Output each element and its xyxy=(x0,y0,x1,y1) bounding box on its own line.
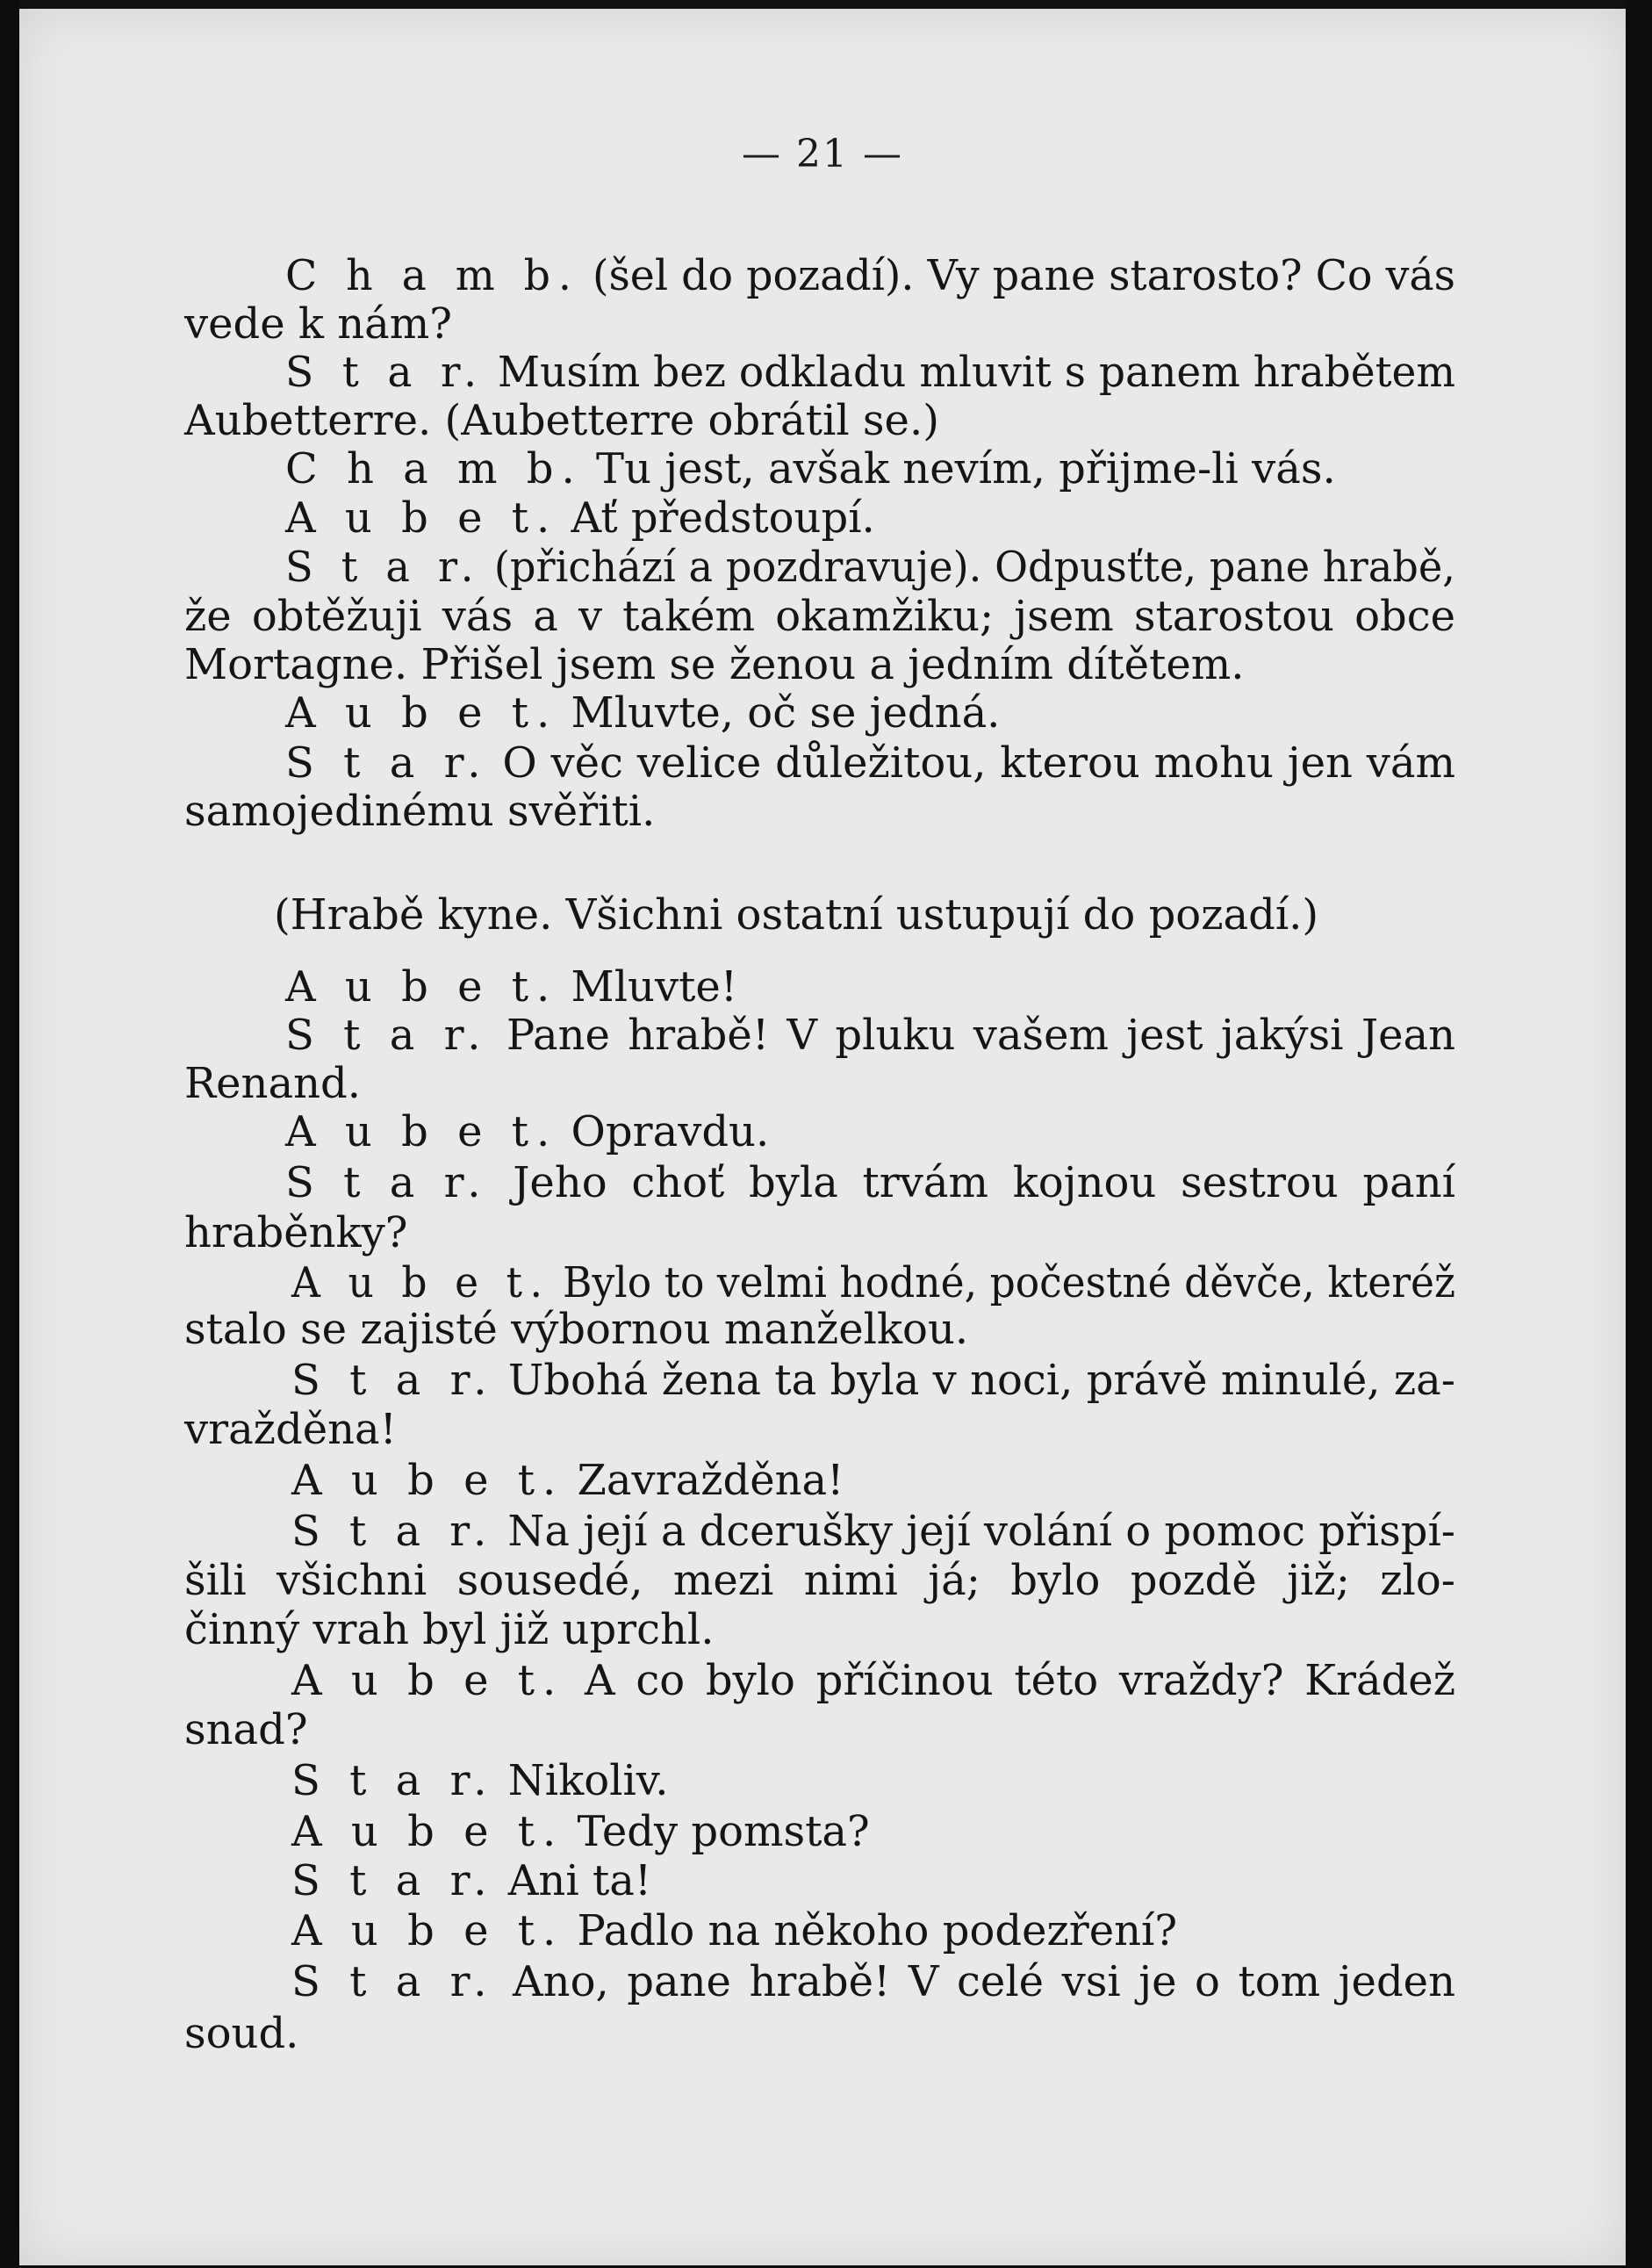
text-line xyxy=(184,299,453,349)
speaker-name: S t a r. xyxy=(285,1158,489,1207)
text-line xyxy=(285,251,1455,300)
speaker-name: A u b e t. xyxy=(285,493,558,543)
line-text: (šel do pozadí). Vy pane starosto? Co vás xyxy=(578,251,1455,300)
scan-right-border xyxy=(1626,0,1652,2268)
text-line xyxy=(291,1507,1455,1556)
page-text xyxy=(19,9,1626,2265)
text-line xyxy=(291,1856,652,1905)
book-page xyxy=(19,9,1626,2265)
text-line xyxy=(285,444,1336,493)
text-line xyxy=(184,1059,361,1108)
speaker-name: S t a r. xyxy=(291,1356,495,1405)
line-text: Padlo na někoho podezření? xyxy=(564,1906,1178,1955)
line-text: Bylo to velmi hodné, počestné děvče, kteréž xyxy=(549,1258,1455,1307)
speaker-name: A u b e t. xyxy=(285,688,558,738)
speaker-name: C h a m b. xyxy=(285,251,579,300)
line-text: Ano, pane hrabě! V celé vsi je o tom jeden xyxy=(494,1957,1455,2006)
line-text: vede k nám? xyxy=(184,299,453,349)
text-line xyxy=(291,1656,1455,1705)
speaker-name: S t a r. xyxy=(285,348,485,397)
speaker-name: S t a r. xyxy=(285,738,489,788)
line-text: Opravdu. xyxy=(557,1107,770,1156)
text-line xyxy=(184,787,656,836)
text-line xyxy=(285,1011,1455,1060)
speaker-name: A u b e t. xyxy=(291,1807,564,1856)
line-text: hraběnky? xyxy=(184,1208,408,1257)
text-line xyxy=(285,1107,770,1156)
line-text: Jeho choť byla trvám kojnou sestrou paní xyxy=(488,1158,1455,1207)
speaker-name: S t a r. xyxy=(291,1756,495,1805)
speaker-name: S t a r. xyxy=(285,1011,489,1060)
text-line xyxy=(291,1258,1455,1307)
line-text: Musím bez odkladu mluvit s panem hrabětem xyxy=(484,348,1455,397)
text-line xyxy=(291,1456,844,1505)
line-text: Na její a dcerušky její volání o pomoc přispí- xyxy=(494,1507,1455,1556)
text-line xyxy=(184,1305,969,1354)
line-text: Tedy pomsta? xyxy=(564,1807,870,1856)
text-line xyxy=(285,1158,1455,1207)
text-line xyxy=(291,1906,1178,1955)
speaker-name: A u b e t. xyxy=(291,1456,564,1505)
line-text: činný vrah byl již uprchl. xyxy=(184,1605,715,1654)
text-line xyxy=(184,1405,397,1454)
line-text: (Hrabě kyne. Všichni ostatní ustupují do pozadí.) xyxy=(274,890,1319,940)
speaker-name: S t a r. xyxy=(285,543,482,592)
line-text: Zavražděna! xyxy=(564,1456,844,1505)
text-line xyxy=(285,738,1455,788)
text-line xyxy=(184,592,1455,641)
page-number: — 21 — xyxy=(742,132,903,176)
text-line xyxy=(285,962,738,1012)
speaker-name: S t a r. xyxy=(291,1856,495,1905)
speaker-name: A u b e t. xyxy=(291,1906,564,1955)
speaker-name: C h a m b. xyxy=(285,444,583,493)
line-text: A co bylo příčinou této vraždy? Krádež xyxy=(564,1656,1455,1705)
speaker-name: S t a r. xyxy=(291,1507,495,1556)
speaker-name: A u b e t. xyxy=(291,1258,550,1307)
line-text: Ať předstoupí. xyxy=(557,493,875,543)
text-line xyxy=(184,1556,1455,1605)
text-line xyxy=(291,1957,1455,2006)
text-line xyxy=(184,640,1245,689)
text-line xyxy=(184,396,939,445)
text-line xyxy=(285,543,1456,592)
line-text: Tu jest, avšak nevím, přijme-li vás. xyxy=(582,444,1336,493)
line-text: O věc velice důležitou, kterou mohu jen vám xyxy=(488,738,1455,788)
speaker-name: A u b e t. xyxy=(291,1656,564,1705)
text-line xyxy=(184,1705,308,1754)
text-line xyxy=(291,1756,669,1805)
text-line xyxy=(184,2009,299,2058)
line-text: Mortagne. Přišel jsem se ženou a jedním dítětem. xyxy=(184,640,1245,689)
text-line xyxy=(184,1208,408,1257)
speaker-name: S t a r. xyxy=(291,1957,495,2006)
line-text: Pane hrabě! V pluku vašem jest jakýsi Jean xyxy=(488,1011,1455,1060)
line-text: snad? xyxy=(184,1705,308,1754)
line-text: Renand. xyxy=(184,1059,361,1108)
text-line xyxy=(274,890,1319,940)
line-text: Aubetterre. (Aubetterre obrátil se.) xyxy=(184,396,939,445)
line-text: (přichází a pozdravuje). Odpusťte, pane hrabě, xyxy=(481,543,1456,592)
text-line xyxy=(184,1605,715,1654)
text-line xyxy=(291,1807,870,1856)
line-text: Mluvte! xyxy=(557,962,738,1012)
line-text: vražděna! xyxy=(184,1405,397,1454)
line-text: samojedinému svěřiti. xyxy=(184,787,656,836)
line-text: stalo se zajisté výbornou manželkou. xyxy=(184,1305,969,1354)
speaker-name: A u b e t. xyxy=(285,962,558,1012)
scan-left-border xyxy=(0,0,19,2268)
text-line xyxy=(285,688,1001,738)
line-text: šili všichni sousedé, mezi nimi já; bylo pozdě již; zlo- xyxy=(184,1556,1455,1605)
line-text: Mluvte, oč se jedná. xyxy=(557,688,1001,738)
speaker-name: A u b e t. xyxy=(285,1107,558,1156)
line-text: soud. xyxy=(184,2009,299,2058)
line-text: Ubohá žena ta byla v noci, právě minulé, za- xyxy=(494,1356,1455,1405)
text-line xyxy=(285,348,1455,397)
line-text: že obtěžuji vás a v takém okamžiku; jsem starostou obce xyxy=(184,592,1455,641)
line-text: Ani ta! xyxy=(494,1856,652,1905)
line-text: Nikoliv. xyxy=(494,1756,669,1805)
text-line xyxy=(285,493,875,543)
text-line xyxy=(291,1356,1455,1405)
